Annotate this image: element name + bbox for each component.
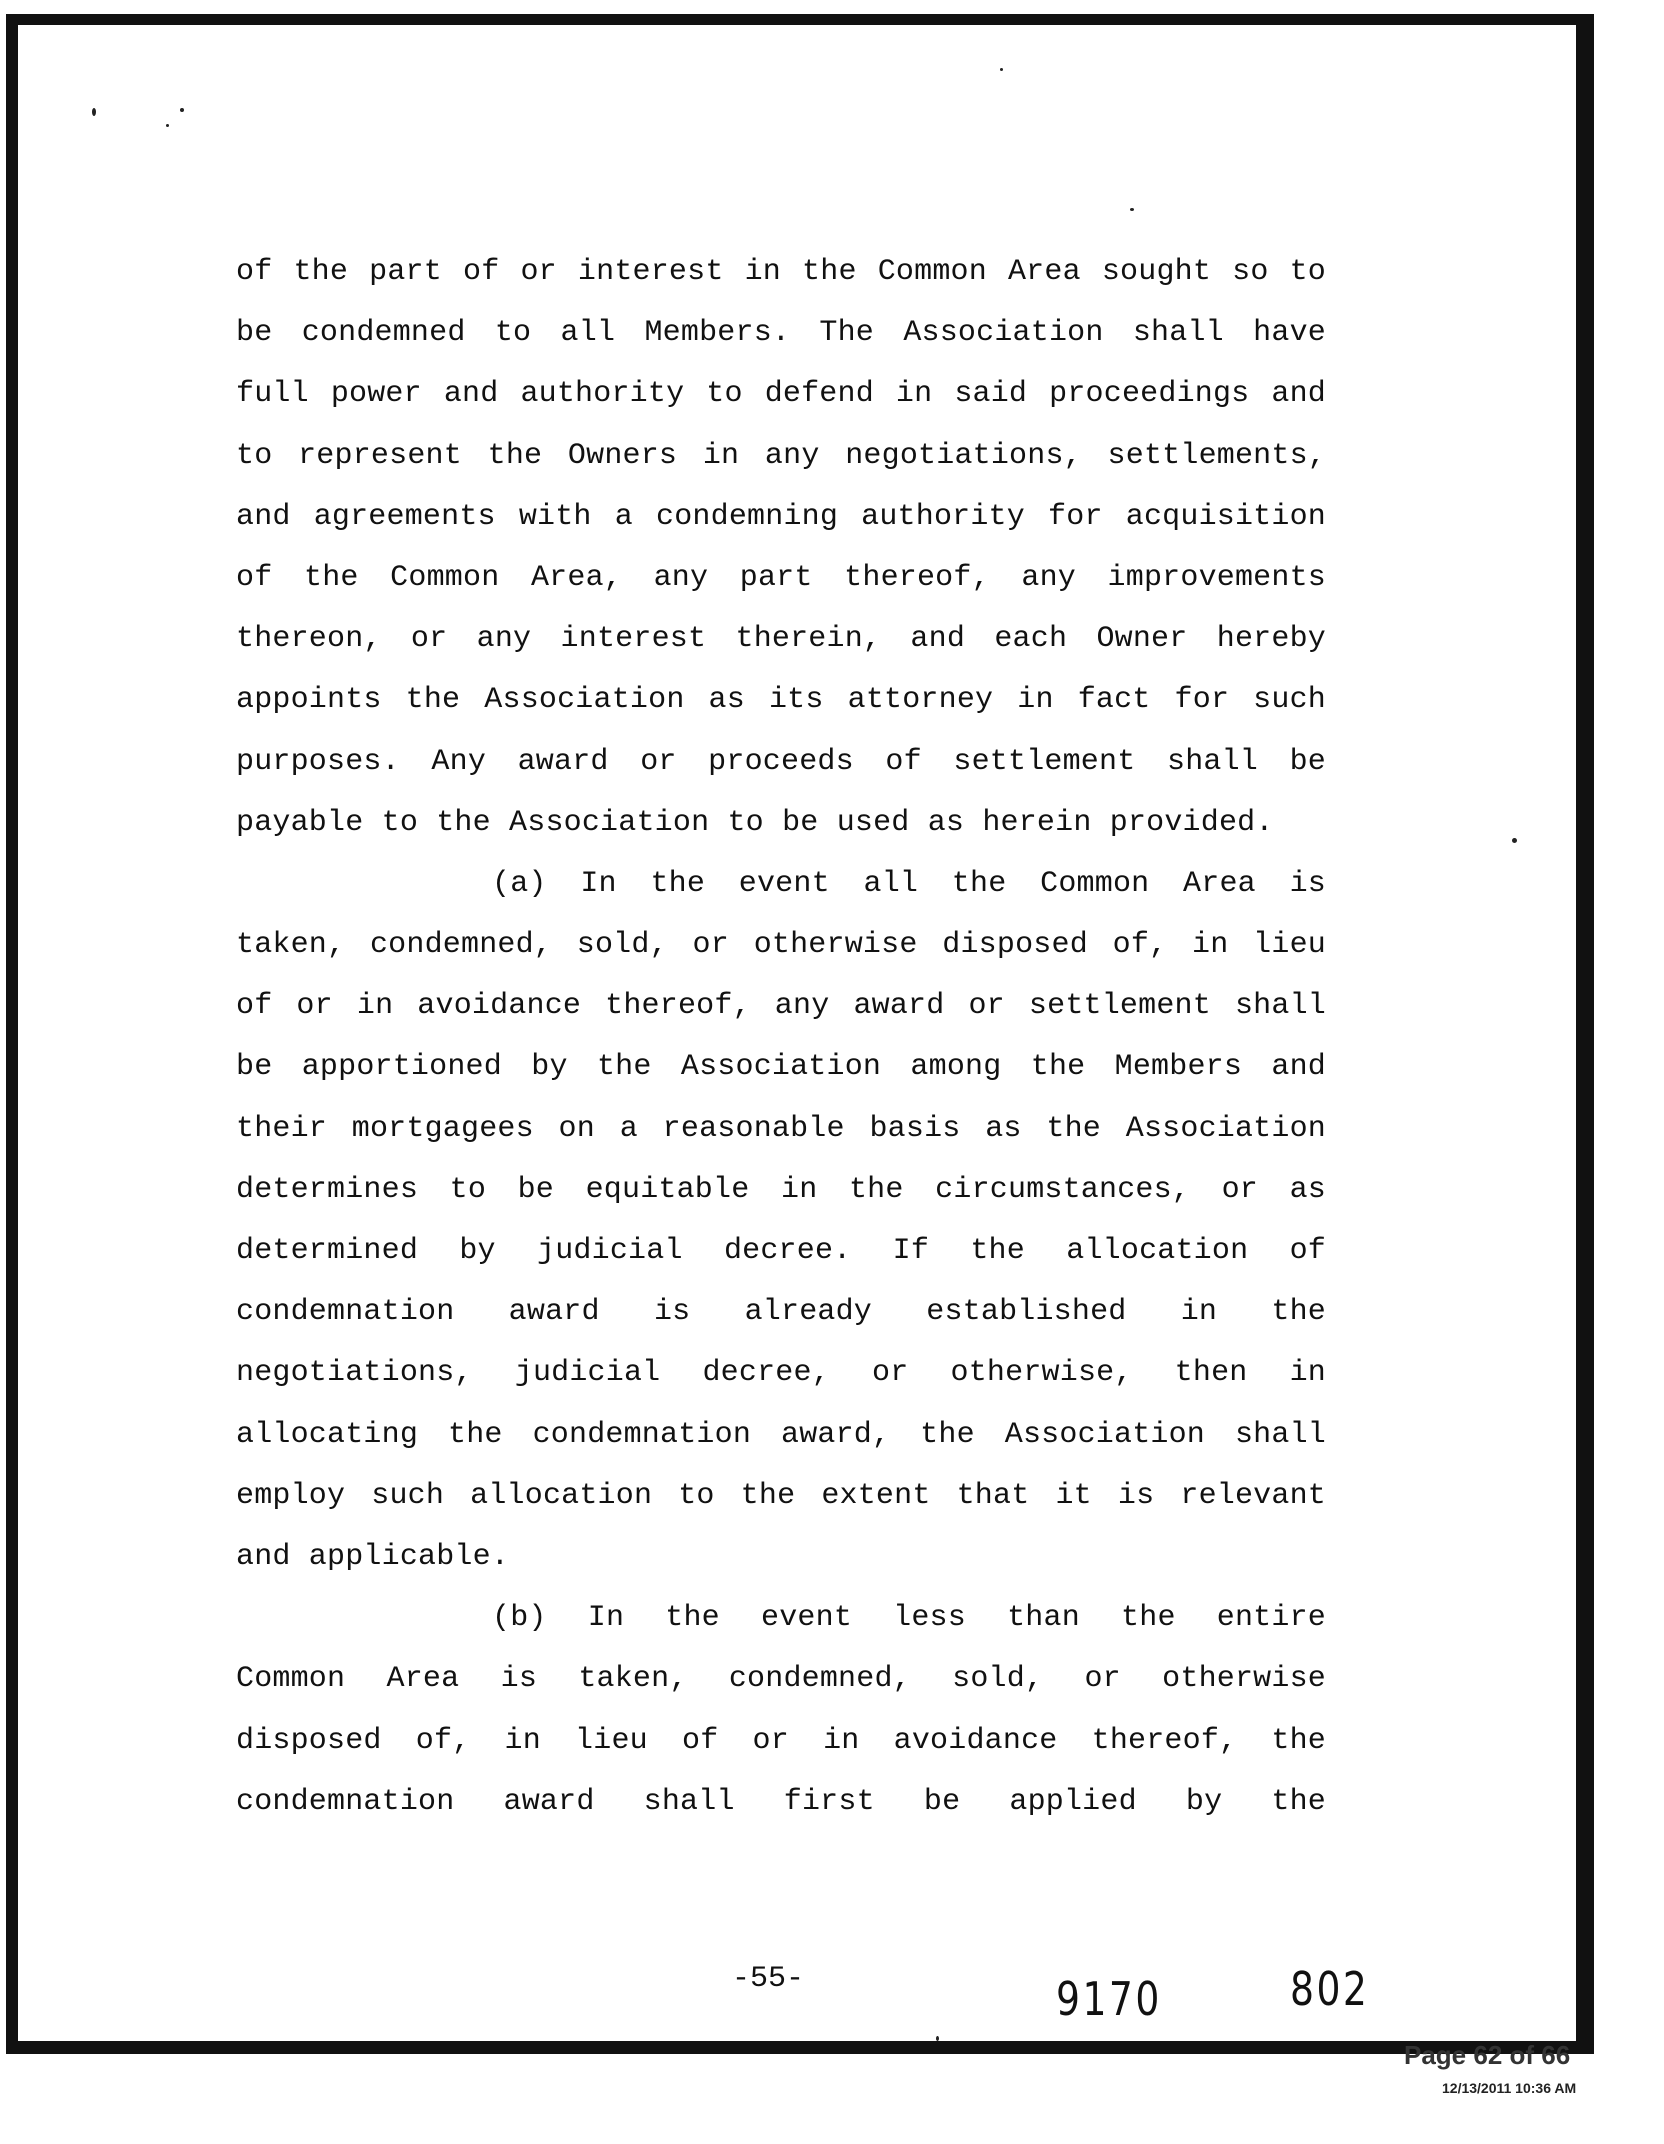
paragraph-a-start: (a) In the event all the Common Area is	[492, 866, 1326, 901]
text-line: employ such allocation to the extent that it is relevant	[236, 1478, 1326, 1513]
scan-speck	[1130, 208, 1134, 211]
text-line: of the Common Area, any part thereof, any improvements	[236, 560, 1326, 595]
text-line: allocating the condemnation award, the Association shall	[236, 1417, 1326, 1452]
recording-stamp-book: 9170	[1056, 1972, 1162, 2026]
text-line: purposes. Any award or proceeds of settlement shall be	[236, 744, 1326, 779]
text-line: condemnation award is already established in the	[236, 1295, 1326, 1330]
text-line: taken, condemned, sold, or otherwise disposed of, in lieu	[236, 928, 1326, 963]
scan-speck	[936, 2036, 939, 2041]
scan-speck	[166, 124, 169, 127]
text-line: their mortgagees on a reasonable basis as the Association	[236, 1111, 1326, 1146]
text-line: of or in avoidance thereof, any award or settlement shall	[236, 989, 1326, 1024]
text-line: payable to the Association to be used as herein provided.	[236, 805, 1274, 840]
text-line: of the part of or interest in the Common Area sought so to	[236, 255, 1326, 289]
document-body	[236, 242, 1326, 1833]
scan-speck	[1000, 68, 1003, 71]
text-line: and agreements with a condemning authority for acquisition	[236, 499, 1326, 534]
page-number: -55-	[732, 1962, 805, 1996]
text-line: determined by judicial decree. If the allocation of	[236, 1234, 1326, 1268]
recording-stamp-page: 802	[1290, 1962, 1370, 2016]
page-of-indicator: Page 62 of 66	[1404, 2040, 1571, 2070]
text-line: negotiations, judicial decree, or otherwise, then in	[236, 1356, 1326, 1391]
scan-speck	[92, 108, 96, 116]
text-line: Common Area is taken, condemned, sold, or otherwise	[236, 1662, 1326, 1697]
scan-speck	[180, 108, 184, 112]
text-line: determines to be equitable in the circumstances, or as	[236, 1172, 1326, 1207]
text-line: to represent the Owners in any negotiations, settlements,	[236, 438, 1326, 473]
text-line: be condemned to all Members. The Association shall have	[236, 316, 1326, 351]
text-line: and applicable.	[236, 1539, 510, 1574]
text-line: disposed of, in lieu of or in avoidance thereof, the	[236, 1723, 1326, 1758]
text-line: be apportioned by the Association among the Members and	[236, 1050, 1326, 1085]
text-line: condemnation award shall first be applied by the	[236, 1784, 1326, 1819]
paragraph-b-start: (b) In the event less than the entire	[492, 1601, 1326, 1636]
scan-speck	[1512, 838, 1517, 843]
text-line: full power and authority to defend in said proceedings and	[236, 377, 1326, 412]
print-timestamp: 12/13/2011 10:36 AM	[1442, 2080, 1577, 2096]
text-line: thereon, or any interest therein, and each Owner hereby	[236, 622, 1326, 657]
text-line: appoints the Association as its attorney in fact for such	[236, 683, 1326, 718]
